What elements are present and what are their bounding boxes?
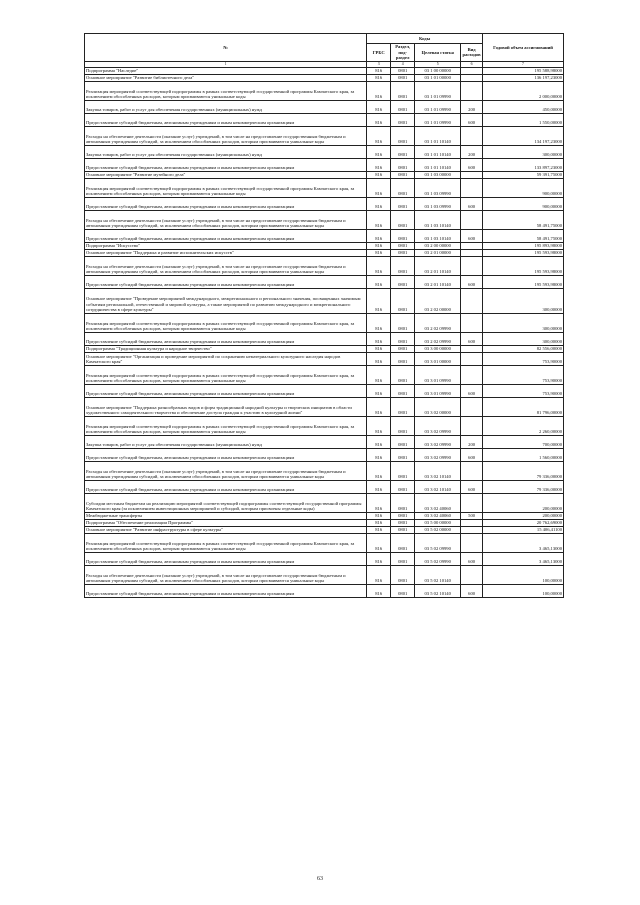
row-vid-cell: [461, 565, 483, 584]
row-amount-cell: 136 197,23000: [483, 74, 564, 81]
row-grbs-cell: 816: [367, 100, 391, 113]
table-row: [85, 512, 564, 519]
row-vid-cell: 600: [461, 197, 483, 210]
row-target-cell: 03 5 02 10140: [415, 584, 461, 597]
row-razdel-cell: 0801: [391, 552, 415, 565]
row-name-cell: Основное мероприятие "Проведение мероприятий международного, межрегионального и регионального значения, посвященных значимым событиям региональной, отечественной и мировой культуры, а также мероприятий по развитию международного и межрегионального сотрудничества в сфере культуры": [85, 288, 367, 313]
row-amount-cell: 300,00000: [483, 332, 564, 345]
row-razdel-cell: 0801: [391, 526, 415, 533]
row-vid-cell: [461, 519, 483, 526]
row-target-cell: 03 2 02 09990: [415, 332, 461, 345]
table-row: [85, 493, 564, 512]
row-name-cell: Предоставление субсидий бюджетным, автономным учреждениям и иным некоммерческим организациям: [85, 552, 367, 565]
row-razdel-cell: 0801: [391, 332, 415, 345]
table-row: [85, 158, 564, 171]
row-grbs-cell: 816: [367, 67, 391, 74]
row-name-cell: Реализация мероприятий соответствующей подпрограммы в рамках соответствующей государственной программы Камчатского края, за исключением обособленных расходов, которым присваиваются уникальные коды: [85, 533, 367, 552]
row-razdel-cell: 0801: [391, 229, 415, 242]
row-grbs-cell: 816: [367, 533, 391, 552]
row-amount-cell: 300,00000: [483, 288, 564, 313]
row-grbs-cell: 816: [367, 332, 391, 345]
row-name-cell: Основное мероприятие "Развитие музейного дела": [85, 171, 367, 178]
row-vid-cell: [461, 397, 483, 416]
table-row: [85, 256, 564, 275]
row-razdel-cell: 0801: [391, 365, 415, 384]
row-vid-cell: 600: [461, 113, 483, 126]
row-razdel-cell: 0801: [391, 448, 415, 461]
row-razdel-cell: 0801: [391, 242, 415, 249]
row-name-cell: Предоставление субсидий бюджетным, автономным учреждениям и иным некоммерческим организациям: [85, 384, 367, 397]
row-vid-cell: [461, 416, 483, 435]
table-row: [85, 448, 564, 461]
table-row: [85, 74, 564, 81]
row-grbs-cell: 816: [367, 512, 391, 519]
row-name-cell: Реализация мероприятий соответствующей подпрограммы в рамках соответствующей государственной программы Камчатского края, за исключением обособленных расходов, которым присваиваются уникальные коды: [85, 416, 367, 435]
row-grbs-cell: 816: [367, 126, 391, 145]
table-row: [85, 519, 564, 526]
row-target-cell: 03 1 01 10140: [415, 145, 461, 158]
row-target-cell: 03 3 01 09990: [415, 365, 461, 384]
row-razdel-cell: 0801: [391, 493, 415, 512]
row-amount-cell: 300,00000: [483, 145, 564, 158]
row-grbs-cell: 816: [367, 288, 391, 313]
row-amount-cell: 79 336,00000: [483, 461, 564, 480]
row-grbs-cell: 816: [367, 565, 391, 584]
header-grbs: ГРБС: [367, 44, 391, 62]
row-grbs-cell: 816: [367, 275, 391, 288]
row-grbs-cell: 816: [367, 435, 391, 448]
row-vid-cell: 600: [461, 552, 483, 565]
row-razdel-cell: 0801: [391, 171, 415, 178]
table-row: [85, 67, 564, 74]
row-amount-cell: 3 465,13000: [483, 552, 564, 565]
table-row: [85, 197, 564, 210]
row-name-cell: Предоставление субсидий бюджетным, автономным учреждениям и иным некоммерческим организациям: [85, 158, 367, 171]
row-amount-cell: 15 406,41100: [483, 526, 564, 533]
row-razdel-cell: 0801: [391, 249, 415, 256]
row-grbs-cell: 816: [367, 493, 391, 512]
row-vid-cell: [461, 74, 483, 81]
row-razdel-cell: 0801: [391, 113, 415, 126]
row-name-cell: Основное мероприятие "Поддержка разнообразных видов и форм традиционной народной культуры и творческих инициатив в области художественного самодеятельного творчества и обеспечение доступа граждан к участию в культурной жизни": [85, 397, 367, 416]
row-amount-cell: 200,00000: [483, 493, 564, 512]
row-target-cell: 03 1 03 00000: [415, 171, 461, 178]
row-name-cell: Расходы на обеспечение деятельности (оказание услуг) учреждений, в том числе на предоставление государственным бюджетным и автономным учреждениям субсидий, за исключением обособленных расходов, которым присваиваются уникальные коды: [85, 126, 367, 145]
row-grbs-cell: 816: [367, 448, 391, 461]
row-target-cell: 03 1 01 09990: [415, 100, 461, 113]
table-row: [85, 210, 564, 229]
row-target-cell: 03 1 03 10140: [415, 210, 461, 229]
row-grbs-cell: 816: [367, 197, 391, 210]
row-razdel-cell: 0801: [391, 313, 415, 332]
row-name-cell: Субсидии местным бюджетам на реализацию мероприятий соответствующей подпрограммы соответствующей государственной программы Камчатского края (за исключением инвестиционных мероприятий и субсидий, которым присвоены отдельные коды): [85, 493, 367, 512]
row-razdel-cell: 0801: [391, 74, 415, 81]
row-name-cell: Реализация мероприятий соответствующей подпрограммы в рамках соответствующей государственной программы Камчатского края, за исключением обособленных расходов, которым присваиваются уникальные коды: [85, 313, 367, 332]
row-name-cell: Предоставление субсидий бюджетным, автономным учреждениям и иным некоммерческим организациям: [85, 448, 367, 461]
row-amount-cell: 1 560,00000: [483, 448, 564, 461]
row-target-cell: 03 3 01 00000: [415, 352, 461, 365]
row-vid-cell: [461, 288, 483, 313]
row-name-cell: Предоставление субсидий бюджетным, автономным учреждениям и иным некоммерческим организациям: [85, 480, 367, 493]
row-target-cell: 03 3 02 09990: [415, 435, 461, 448]
row-name-cell: Предоставление субсидий бюджетным, автономным учреждениям и иным некоммерческим организациям: [85, 332, 367, 345]
page-number: 63: [317, 876, 323, 882]
column-number: 6: [461, 61, 483, 67]
row-grbs-cell: 816: [367, 461, 391, 480]
row-grbs-cell: 816: [367, 519, 391, 526]
row-target-cell: 03 2 01 10140: [415, 275, 461, 288]
row-target-cell: 03 3 02 09990: [415, 448, 461, 461]
row-target-cell: 03 3 02 10140: [415, 461, 461, 480]
row-razdel-cell: 0801: [391, 67, 415, 74]
row-amount-cell: 900,00000: [483, 178, 564, 197]
header-target-article: Целевая статья: [415, 44, 461, 62]
row-target-cell: 03 3 02 40060: [415, 493, 461, 512]
row-vid-cell: [461, 352, 483, 365]
table-row: [85, 229, 564, 242]
row-amount-cell: 195 893,98000: [483, 242, 564, 249]
row-vid-cell: [461, 533, 483, 552]
row-target-cell: 03 2 02 00000: [415, 288, 461, 313]
row-razdel-cell: 0801: [391, 126, 415, 145]
row-target-cell: 03 3 02 00000: [415, 397, 461, 416]
row-grbs-cell: 816: [367, 210, 391, 229]
row-name-cell: Основное мероприятие "Развитие инфраструктуры в сфере культуры": [85, 526, 367, 533]
table-row: [85, 288, 564, 313]
row-razdel-cell: 0801: [391, 519, 415, 526]
row-amount-cell: 20 762,69000: [483, 519, 564, 526]
row-vid-cell: [461, 461, 483, 480]
row-razdel-cell: 0801: [391, 81, 415, 100]
row-razdel-cell: 0801: [391, 288, 415, 313]
column-number: 1: [85, 61, 367, 67]
row-target-cell: 03 1 03 10140: [415, 229, 461, 242]
row-amount-cell: 200,00000: [483, 512, 564, 519]
row-amount-cell: 900,00000: [483, 197, 564, 210]
row-vid-cell: [461, 249, 483, 256]
row-vid-cell: 200: [461, 435, 483, 448]
row-razdel-cell: 0801: [391, 584, 415, 597]
row-razdel-cell: 0801: [391, 352, 415, 365]
row-vid-cell: 600: [461, 448, 483, 461]
row-grbs-cell: 816: [367, 113, 391, 126]
row-razdel-cell: 0801: [391, 533, 415, 552]
table-row: [85, 584, 564, 597]
table-row: [85, 461, 564, 480]
table-row: [85, 352, 564, 365]
row-grbs-cell: 816: [367, 584, 391, 597]
row-grbs-cell: 816: [367, 158, 391, 171]
row-razdel-cell: 0801: [391, 210, 415, 229]
row-amount-cell: 2 000,00000: [483, 81, 564, 100]
table-row: [85, 145, 564, 158]
row-razdel-cell: 0801: [391, 158, 415, 171]
header-codes: Коды: [367, 34, 483, 44]
table-row: [85, 565, 564, 584]
row-vid-cell: [461, 526, 483, 533]
column-number: 7: [483, 61, 564, 67]
row-name-cell: Закупка товаров, работ и услуг для обеспечения государственных (муниципальных) нужд: [85, 100, 367, 113]
row-razdel-cell: 0801: [391, 397, 415, 416]
row-vid-cell: [461, 178, 483, 197]
row-razdel-cell: 0801: [391, 178, 415, 197]
row-amount-cell: 195 593,98000: [483, 256, 564, 275]
row-target-cell: 03 1 03 09990: [415, 197, 461, 210]
row-name-cell: Закупка товаров, работ и услуг для обеспечения государственных (муниципальных) нужд: [85, 435, 367, 448]
row-amount-cell: 753,90000: [483, 384, 564, 397]
row-target-cell: 03 3 02 40060: [415, 512, 461, 519]
header-razdel: Раздел, под- раздел: [391, 44, 415, 62]
row-grbs-cell: 816: [367, 256, 391, 275]
row-vid-cell: 600: [461, 158, 483, 171]
table-row: [85, 113, 564, 126]
row-name-cell: Закупка товаров, работ и услуг для обеспечения государственных (муниципальных) нужд: [85, 145, 367, 158]
row-amount-cell: 700,00000: [483, 435, 564, 448]
row-razdel-cell: 0801: [391, 145, 415, 158]
table-row: [85, 533, 564, 552]
row-grbs-cell: 816: [367, 416, 391, 435]
row-grbs-cell: 816: [367, 352, 391, 365]
row-razdel-cell: 0801: [391, 480, 415, 493]
row-target-cell: 03 5 02 09990: [415, 533, 461, 552]
row-amount-cell: 82 556,00000: [483, 345, 564, 352]
row-name-cell: Расходы на обеспечение деятельности (оказание услуг) учреждений, в том числе на предоставление государственным бюджетным и автономным учреждениям субсидий, за исключением обособленных расходов, которым присваиваются уникальные коды: [85, 461, 367, 480]
row-grbs-cell: 816: [367, 526, 391, 533]
row-vid-cell: [461, 256, 483, 275]
table-row: [85, 397, 564, 416]
row-target-cell: 03 1 01 10140: [415, 126, 461, 145]
row-target-cell: 03 3 01 09990: [415, 384, 461, 397]
row-vid-cell: 200: [461, 100, 483, 113]
header-expense-type: Вид расходов: [461, 44, 483, 62]
row-name-cell: Предоставление субсидий бюджетным, автономным учреждениям и иным некоммерческим организациям: [85, 229, 367, 242]
row-vid-cell: [461, 126, 483, 145]
row-vid-cell: [461, 365, 483, 384]
row-amount-cell: 58 491,75000: [483, 210, 564, 229]
table-row: [85, 242, 564, 249]
row-name-cell: Основное мероприятие "Организация и проведение мероприятий по сохранению нематериального культурного наследия народов Камчатского края": [85, 352, 367, 365]
row-amount-cell: 450,00000: [483, 100, 564, 113]
row-grbs-cell: 816: [367, 81, 391, 100]
row-target-cell: 03 1 00 00000: [415, 67, 461, 74]
row-grbs-cell: 816: [367, 229, 391, 242]
row-vid-cell: [461, 171, 483, 178]
row-razdel-cell: 0801: [391, 461, 415, 480]
row-name-cell: Подпрограмма "Искусство": [85, 242, 367, 249]
row-vid-cell: [461, 345, 483, 352]
row-razdel-cell: 0801: [391, 197, 415, 210]
row-grbs-cell: 816: [367, 365, 391, 384]
row-target-cell: 03 2 01 00000: [415, 249, 461, 256]
row-name-cell: Реализация мероприятий соответствующей подпрограммы в рамках соответствующей государственной программы Камчатского края, за исключением обособленных расходов, которым присваиваются уникальные коды: [85, 178, 367, 197]
row-name-cell: Предоставление субсидий бюджетным, автономным учреждениям и иным некоммерческим организациям: [85, 584, 367, 597]
table-row: [85, 313, 564, 332]
row-grbs-cell: 816: [367, 397, 391, 416]
row-razdel-cell: 0801: [391, 256, 415, 275]
row-target-cell: 03 1 03 09990: [415, 178, 461, 197]
row-razdel-cell: 0801: [391, 512, 415, 519]
row-name-cell: Реализация мероприятий соответствующей подпрограммы в рамках соответствующей государственной программы Камчатского края, за исключением обособленных расходов, которым присваиваются уникальные коды: [85, 81, 367, 100]
table-body: [85, 67, 564, 597]
budget-table: [84, 33, 564, 598]
row-vid-cell: 600: [461, 480, 483, 493]
row-razdel-cell: 0801: [391, 275, 415, 288]
table-row: [85, 126, 564, 145]
row-name-cell: Расходы на обеспечение деятельности (оказание услуг) учреждений, в том числе на предоставление государственным бюджетным и автономным учреждениям субсидий, за исключением обособленных расходов, которым присваиваются уникальные коды: [85, 256, 367, 275]
row-vid-cell: [461, 210, 483, 229]
row-amount-cell: 59 391,75000: [483, 171, 564, 178]
row-target-cell: 03 1 01 10140: [415, 158, 461, 171]
row-name-cell: Подпрограмма "Обеспечение реализации Программы": [85, 519, 367, 526]
row-grbs-cell: 816: [367, 384, 391, 397]
row-amount-cell: 195 588,98000: [483, 67, 564, 74]
table-row: [85, 332, 564, 345]
row-razdel-cell: 0801: [391, 100, 415, 113]
row-amount-cell: 753,90000: [483, 352, 564, 365]
row-name-cell: Реализация мероприятий соответствующей подпрограммы в рамках соответствующей государственной программы Камчатского края, за исключением обособленных расходов, которым присваиваются уникальные коды: [85, 365, 367, 384]
row-name-cell: Предоставление субсидий бюджетным, автономным учреждениям и иным некоммерческим организациям: [85, 275, 367, 288]
row-grbs-cell: 816: [367, 145, 391, 158]
row-target-cell: 03 3 02 10140: [415, 480, 461, 493]
row-amount-cell: 300,00000: [483, 313, 564, 332]
row-amount-cell: 3 465,13000: [483, 533, 564, 552]
row-grbs-cell: 816: [367, 345, 391, 352]
row-grbs-cell: 816: [367, 552, 391, 565]
row-target-cell: 03 2 01 10140: [415, 256, 461, 275]
row-grbs-cell: 816: [367, 313, 391, 332]
row-name-cell: Расходы на обеспечение деятельности (оказание услуг) учреждений, в том числе на предоставление государственным бюджетным и автономным учреждениям субсидий, за исключением обособленных расходов, которым присваиваются уникальные коды: [85, 565, 367, 584]
row-target-cell: 03 2 02 09990: [415, 313, 461, 332]
row-name-cell: Подпрограмма "Традиционная культура и народное творчество": [85, 345, 367, 352]
row-amount-cell: 2 260,00000: [483, 416, 564, 435]
row-vid-cell: 500: [461, 512, 483, 519]
row-vid-cell: [461, 242, 483, 249]
row-target-cell: 03 3 02 09990: [415, 416, 461, 435]
row-amount-cell: 58 491,75000: [483, 229, 564, 242]
table-row: [85, 171, 564, 178]
row-amount-cell: 1 550,00000: [483, 113, 564, 126]
table-row: [85, 526, 564, 533]
row-grbs-cell: 816: [367, 171, 391, 178]
row-vid-cell: 600: [461, 584, 483, 597]
header-number: №: [85, 34, 367, 62]
row-vid-cell: [461, 81, 483, 100]
table-row: [85, 345, 564, 352]
row-grbs-cell: 816: [367, 249, 391, 256]
row-name-cell: Межбюджетные трансферты: [85, 512, 367, 519]
row-vid-cell: 600: [461, 275, 483, 288]
row-amount-cell: 133 897,23000: [483, 158, 564, 171]
row-razdel-cell: 0801: [391, 416, 415, 435]
row-target-cell: 03 5 00 00000: [415, 519, 461, 526]
table-row: [85, 416, 564, 435]
table-row: [85, 384, 564, 397]
row-vid-cell: 600: [461, 384, 483, 397]
table-row: [85, 480, 564, 493]
table-row: [85, 81, 564, 100]
table-row: [85, 100, 564, 113]
table-row: [85, 435, 564, 448]
row-vid-cell: [461, 313, 483, 332]
row-vid-cell: [461, 67, 483, 74]
row-grbs-cell: 816: [367, 480, 391, 493]
row-razdel-cell: 0801: [391, 345, 415, 352]
row-target-cell: 03 2 00 00000: [415, 242, 461, 249]
column-number: 3: [367, 61, 391, 67]
row-target-cell: 03 1 01 09990: [415, 113, 461, 126]
row-name-cell: Предоставление субсидий бюджетным, автономным учреждениям и иным некоммерческим организациям: [85, 113, 367, 126]
row-name-cell: Подпрограмма "Наследие": [85, 67, 367, 74]
row-grbs-cell: 816: [367, 74, 391, 81]
row-target-cell: 03 1 01 00000: [415, 74, 461, 81]
row-vid-cell: 600: [461, 332, 483, 345]
row-amount-cell: 195 593,98000: [483, 249, 564, 256]
row-target-cell: 03 3 00 00000: [415, 345, 461, 352]
row-target-cell: 03 5 02 10140: [415, 565, 461, 584]
row-vid-cell: 600: [461, 229, 483, 242]
column-number: 4: [391, 61, 415, 67]
table-row: [85, 249, 564, 256]
table-row: [85, 178, 564, 197]
row-razdel-cell: 0801: [391, 435, 415, 448]
row-amount-cell: 100,00000: [483, 584, 564, 597]
row-target-cell: 03 5 02 00000: [415, 526, 461, 533]
row-vid-cell: 200: [461, 145, 483, 158]
row-target-cell: 03 5 02 09990: [415, 552, 461, 565]
table-row: [85, 552, 564, 565]
column-number: 5: [415, 61, 461, 67]
row-vid-cell: [461, 493, 483, 512]
header-row-top: [85, 34, 564, 44]
row-name-cell: Расходы на обеспечение деятельности (оказание услуг) учреждений, в том числе на предоставление государственным бюджетным и автономным учреждениям субсидий, за исключением обособленных расходов, которым присваиваются уникальные коды: [85, 210, 367, 229]
row-amount-cell: 81 796,00000: [483, 397, 564, 416]
table-row: [85, 275, 564, 288]
row-amount-cell: 79 336,00000: [483, 480, 564, 493]
row-razdel-cell: 0801: [391, 384, 415, 397]
row-grbs-cell: 816: [367, 242, 391, 249]
row-amount-cell: 753,90000: [483, 365, 564, 384]
row-amount-cell: 134 197,23000: [483, 126, 564, 145]
row-name-cell: Предоставление субсидий бюджетным, автономным учреждениям и иным некоммерческим организациям: [85, 197, 367, 210]
row-amount-cell: 195 593,98000: [483, 275, 564, 288]
row-name-cell: Основное мероприятие "Поддержка и развитие исполнительских искусств": [85, 249, 367, 256]
row-target-cell: 03 1 01 09990: [415, 81, 461, 100]
row-amount-cell: 100,00000: [483, 565, 564, 584]
row-grbs-cell: 816: [367, 178, 391, 197]
row-name-cell: Основное мероприятие "Развитие библиотечного дела": [85, 74, 367, 81]
row-razdel-cell: 0801: [391, 565, 415, 584]
table-row: [85, 365, 564, 384]
header-annual-amount: Годовой объем ассигнований: [483, 34, 564, 62]
